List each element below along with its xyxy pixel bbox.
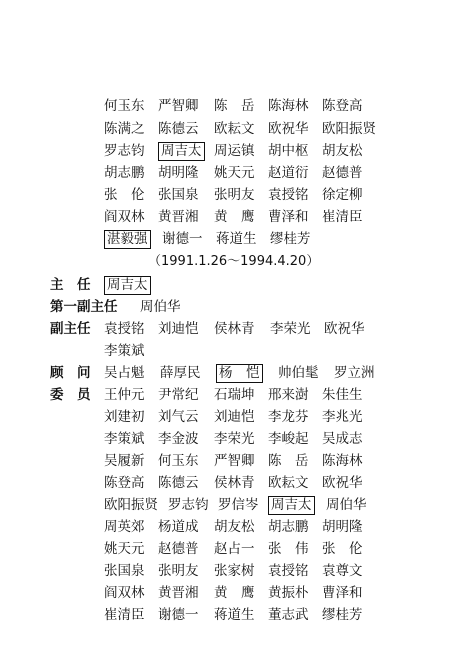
person-name: 邢来澍 — [268, 387, 309, 403]
person-name: 周运镇 — [214, 143, 255, 159]
person-name-boxed: 杨 恺 — [216, 364, 263, 383]
person-name: 谢德一 — [162, 231, 203, 247]
person-name: 张国泉 — [158, 187, 199, 203]
person-name: 崔清臣 — [322, 209, 363, 225]
person-name: 姚天元 — [214, 165, 255, 181]
person-name: 罗志钧 — [168, 497, 209, 513]
person-name: 黄 鹰 — [214, 209, 255, 225]
person-name: 黄振朴 — [268, 585, 309, 601]
person-name: 张明友 — [158, 563, 199, 579]
person-name: 欧阳振贤 — [322, 121, 376, 137]
person-name: 赵占一 — [214, 541, 255, 557]
person-name: 欧祝华 — [268, 121, 309, 137]
person-name: 李峻起 — [268, 431, 309, 447]
person-name: 谢德一 — [158, 607, 199, 623]
person-name: 侯林青 — [214, 475, 255, 491]
person-name: 袁授铭 — [268, 563, 309, 579]
person-name: 欧耘文 — [268, 475, 309, 491]
person-name: 罗志钧 — [104, 143, 145, 159]
person-name: 胡中枢 — [268, 143, 309, 159]
person-name: 陈德云 — [158, 121, 199, 137]
person-name: 何玉东 — [158, 453, 199, 469]
person-name: 罗信岑 — [218, 497, 259, 513]
person-name: 李龙芬 — [268, 409, 309, 425]
person-name: 李策斌 — [104, 343, 145, 359]
person-name: 袁授铭 — [268, 187, 309, 203]
person-name: 陈德云 — [158, 475, 199, 491]
person-name: 徐定柳 — [322, 187, 363, 203]
person-name: 袁尊文 — [322, 563, 363, 579]
advisor-label: 顾 问 — [50, 365, 91, 381]
person-name: 董志武 — [268, 607, 309, 623]
person-name: 欧祝华 — [324, 321, 365, 337]
member-label: 委 员 — [50, 387, 91, 403]
person-name: 陈海林 — [322, 453, 363, 469]
person-name: 蒋道生 — [216, 231, 257, 247]
person-name: 陈登高 — [104, 475, 145, 491]
person-name: 欧阳振贤 — [104, 497, 158, 513]
person-name: 石瑞坤 — [214, 387, 255, 403]
person-name: 刘迪恺 — [158, 321, 199, 337]
person-name: 欧祝华 — [322, 475, 363, 491]
person-name: 杨道成 — [158, 519, 199, 535]
person-name: 赵德普 — [158, 541, 199, 557]
person-name: 张国泉 — [104, 563, 145, 579]
person-name-boxed: 周吉太 — [104, 276, 151, 295]
person-name: 姚天元 — [104, 541, 145, 557]
person-name: 胡志鹏 — [268, 519, 309, 535]
person-name: 阎双林 — [104, 585, 145, 601]
person-name: 罗立洲 — [334, 365, 375, 381]
person-name: 周伯华 — [140, 299, 181, 315]
person-name: 吴占魁 — [104, 365, 145, 381]
person-name: 刘气云 — [158, 409, 199, 425]
person-name: 侯林青 — [214, 321, 255, 337]
person-name: 胡友松 — [214, 519, 255, 535]
person-name: 吴履新 — [104, 453, 145, 469]
person-name: 李策斌 — [104, 431, 145, 447]
person-name: 曹泽和 — [268, 209, 309, 225]
person-name: 曹泽和 — [322, 585, 363, 601]
person-name: 李荣光 — [214, 431, 255, 447]
person-name: 吴成志 — [322, 431, 363, 447]
person-name: 王仲元 — [104, 387, 145, 403]
person-name: 尹常纪 — [158, 387, 199, 403]
person-name: 刘建初 — [104, 409, 145, 425]
person-name: 胡明隆 — [322, 519, 363, 535]
person-name-boxed: 湛毅强 — [104, 230, 151, 249]
person-name: 周英郊 — [104, 519, 145, 535]
chair-label: 主 任 — [50, 277, 91, 293]
person-name: 陈登高 — [322, 98, 363, 114]
person-name: 蒋道生 — [214, 607, 255, 623]
person-name: 张 伦 — [104, 187, 145, 203]
person-name: 周伯华 — [326, 497, 367, 513]
person-name: 何玉东 — [104, 98, 145, 114]
person-name: 欧耘文 — [214, 121, 255, 137]
person-name: 严智卿 — [158, 98, 199, 114]
person-name: 张 伦 — [322, 541, 363, 557]
person-name: 陈海林 — [268, 98, 309, 114]
person-name: 崔清臣 — [104, 607, 145, 623]
term-dates: （1991.1.26～1994.4.20） — [148, 254, 320, 269]
person-name: 袁授铭 — [104, 321, 145, 337]
person-name: 张家树 — [214, 563, 255, 579]
person-name: 阎双林 — [104, 209, 145, 225]
person-name: 赵德普 — [322, 165, 363, 181]
first-vice-label: 第一副主任 — [50, 299, 118, 315]
person-name: 缪桂芳 — [270, 231, 311, 247]
person-name: 胡友松 — [322, 143, 363, 159]
person-name-boxed: 周吉太 — [158, 142, 205, 161]
person-name: 胡明隆 — [158, 165, 199, 181]
person-name: 刘迪恺 — [214, 409, 255, 425]
person-name: 李荣光 — [270, 321, 311, 337]
person-name: 薛厚民 — [160, 365, 201, 381]
person-name: 陈 岳 — [268, 453, 309, 469]
person-name: 张明友 — [214, 187, 255, 203]
person-name: 黄晋湘 — [158, 585, 199, 601]
person-name: 缪桂芳 — [322, 607, 363, 623]
person-name: 黄晋湘 — [158, 209, 199, 225]
person-name-boxed: 周吉太 — [268, 496, 315, 515]
person-name: 胡志鹏 — [104, 165, 145, 181]
vice-label: 副主任 — [50, 321, 91, 337]
person-name: 李兆光 — [322, 409, 363, 425]
person-name: 张 伟 — [268, 541, 309, 557]
person-name: 黄 鹰 — [214, 585, 255, 601]
person-name: 严智卿 — [214, 453, 255, 469]
person-name: 帅伯髦 — [278, 365, 319, 381]
person-name: 陈 岳 — [214, 98, 255, 114]
person-name: 陈满之 — [104, 121, 145, 137]
person-name: 赵道衍 — [268, 165, 309, 181]
person-name: 朱佳生 — [322, 387, 363, 403]
person-name: 李金波 — [158, 431, 199, 447]
